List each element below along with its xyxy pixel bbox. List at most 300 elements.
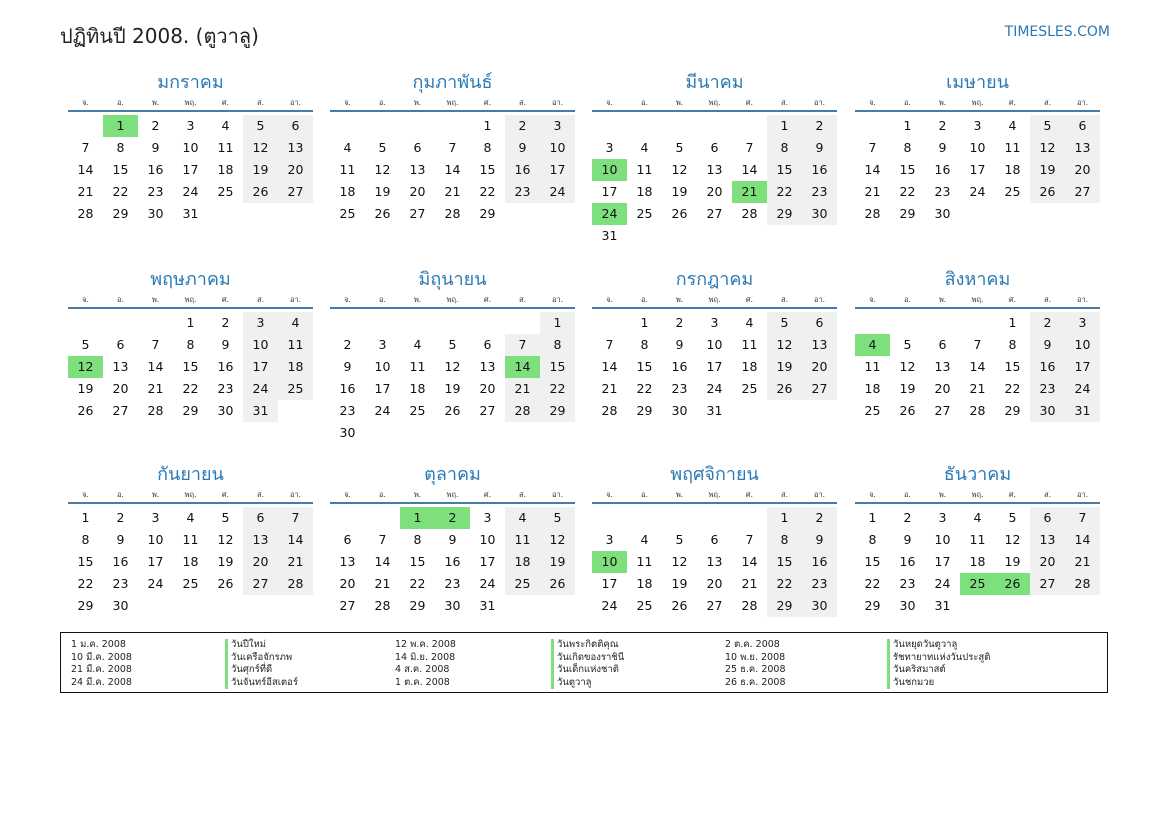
day-cell: 25 [741,381,758,396]
day-cell: 1 [767,507,802,529]
legend-date: 10 พ.ย. 2008 [725,651,786,663]
day-cell: 14 [147,359,164,374]
weekday-label: ส. [781,98,788,107]
day-cell: 18 [969,554,986,569]
day-cell: 10 [1065,334,1100,356]
weekday-label: ศ. [1008,295,1017,304]
weekday-header [592,293,837,309]
weekday-label: พ. [413,295,422,304]
day-cell: 6 [710,140,719,155]
day-cell: 14 [741,554,758,569]
day-cell: 17 [934,554,951,569]
day-cell: 30 [802,203,837,225]
legend-name-column [887,639,990,689]
empty-day-cell [505,312,540,334]
holiday-day-cell: 1 [400,507,435,529]
day-cell: 10 [540,137,575,159]
day-cell: 3 [151,510,160,525]
day-cell: 30 [899,598,916,613]
day-cell: 2 [116,510,125,525]
month-name: มีนาคม [685,72,744,93]
day-cell: 1 [1008,315,1017,330]
day-cell: 11 [969,532,986,547]
weekday-label: ศ. [1008,490,1017,499]
holiday-day-cell: 21 [732,181,767,203]
day-cell: 9 [343,359,352,374]
day-cell: 24 [479,576,496,591]
days-grid [68,312,313,422]
days-grid [855,507,1100,617]
day-cell: 17 [706,359,723,374]
days-grid [330,507,575,617]
day-cell: 15 [636,359,653,374]
days-grid [855,312,1100,422]
day-cell: 20 [339,576,356,591]
day-cell: 29 [409,598,426,613]
day-cell: 23 [671,381,688,396]
day-cell: 21 [147,381,164,396]
day-cell: 12 [444,359,461,374]
day-cell: 19 [444,381,461,396]
weekday-header [855,96,1100,112]
empty-day-cell [697,115,732,137]
day-cell: 25 [864,403,881,418]
month-calendar [855,70,1100,225]
legend-date: 10 มี.ค. 2008 [71,651,132,663]
weekday-label: อ. [904,490,911,499]
weekday-label: อ. [117,98,124,107]
day-cell: 9 [938,140,947,155]
day-cell: 15 [182,359,199,374]
empty-day-cell [697,507,732,529]
day-cell: 19 [899,381,916,396]
weekday-label: อ. [379,295,386,304]
day-cell: 14 [374,554,391,569]
month-calendar [855,267,1100,422]
day-cell: 28 [444,206,461,221]
day-cell: 23 [1030,378,1065,400]
weekday-label: อา. [1076,490,1089,499]
day-cell: 17 [479,554,496,569]
day-cell: 30 [147,206,164,221]
day-cell: 12 [671,554,688,569]
day-cell: 23 [899,576,916,591]
month-name: มกราคม [157,72,224,93]
day-cell: 14 [864,162,881,177]
day-cell: 22 [540,378,575,400]
days-grid [68,115,313,225]
empty-day-cell [662,115,697,137]
day-cell: 24 [182,184,199,199]
day-cell: 26 [243,181,278,203]
day-cell: 20 [243,551,278,573]
month-name: กันยายน [157,464,224,485]
day-cell: 23 [217,381,234,396]
day-cell: 13 [1065,137,1100,159]
day-cell: 18 [409,381,426,396]
legend-date-column [71,639,132,689]
empty-day-cell [662,507,697,529]
day-cell: 21 [374,576,391,591]
day-cell: 19 [671,184,688,199]
day-cell: 13 [278,137,313,159]
day-cell: 8 [640,337,649,352]
day-cell: 5 [675,532,684,547]
weekday-label: ส. [1044,295,1051,304]
day-cell: 6 [802,312,837,334]
day-cell: 7 [605,337,614,352]
day-cell: 20 [479,381,496,396]
weekday-header [68,96,313,112]
day-cell: 28 [147,403,164,418]
day-cell: 30 [339,425,356,440]
day-cell: 16 [444,554,461,569]
day-cell: 20 [706,184,723,199]
day-cell: 16 [802,551,837,573]
day-cell: 3 [605,140,614,155]
weekday-label: ศ. [745,98,754,107]
day-cell: 9 [221,337,230,352]
day-cell: 21 [601,381,618,396]
day-cell: 4 [1008,118,1017,133]
weekday-label: ส. [1044,98,1051,107]
day-cell: 15 [540,356,575,378]
day-cell: 1 [640,315,649,330]
legend-date: 2 ต.ค. 2008 [725,639,780,650]
day-cell: 13 [934,359,951,374]
day-cell: 19 [671,576,688,591]
day-cell: 4 [640,140,649,155]
weekday-header [330,293,575,309]
empty-day-cell [400,312,435,334]
day-cell: 13 [112,359,129,374]
day-cell: 26 [671,598,688,613]
day-cell: 25 [217,184,234,199]
day-cell: 7 [151,337,160,352]
day-cell: 6 [1065,115,1100,137]
day-cell: 6 [1030,507,1065,529]
day-cell: 30 [1030,400,1065,422]
day-cell: 22 [1004,381,1021,396]
day-cell: 5 [903,337,912,352]
day-cell: 24 [147,576,164,591]
day-cell: 9 [675,337,684,352]
empty-day-cell [925,312,960,334]
empty-day-cell [732,507,767,529]
day-cell: 29 [864,598,881,613]
day-cell: 4 [186,510,195,525]
day-cell: 16 [339,381,356,396]
day-cell: 31 [601,228,618,243]
day-cell: 19 [217,554,234,569]
day-cell: 1 [868,510,877,525]
legend-holiday-name: วันเกิดของราชินี [551,652,624,665]
day-cell: 2 [151,118,160,133]
day-cell: 25 [182,576,199,591]
holiday-legend [60,632,1108,693]
day-cell: 26 [374,206,391,221]
day-cell: 24 [540,181,575,203]
day-cell: 29 [540,400,575,422]
day-cell: 10 [182,140,199,155]
day-cell: 23 [147,184,164,199]
legend-date: 21 มี.ค. 2008 [71,664,132,675]
day-cell: 31 [1065,400,1100,422]
weekday-label: อา. [551,98,564,107]
day-cell: 17 [540,159,575,181]
weekday-header [592,488,837,504]
weekday-label: พ. [413,98,422,107]
day-cell: 24 [706,381,723,396]
month-calendar [592,267,837,422]
day-cell: 12 [767,334,802,356]
weekday-label: อา. [1076,295,1089,304]
day-cell: 24 [969,184,986,199]
weekday-label: พฤ. [184,295,197,304]
empty-day-cell [960,312,995,334]
day-cell: 22 [409,576,426,591]
day-cell: 15 [409,554,426,569]
day-cell: 5 [378,140,387,155]
day-cell: 7 [378,532,387,547]
day-cell: 4 [221,118,230,133]
weekday-label: ส. [1044,490,1051,499]
day-cell: 17 [182,162,199,177]
day-cell: 30 [934,206,951,221]
weekday-label: อา. [551,490,564,499]
day-cell: 7 [973,337,982,352]
day-cell: 13 [1030,529,1065,551]
day-cell: 13 [243,529,278,551]
weekday-label: ศ. [483,490,492,499]
day-cell: 29 [899,206,916,221]
day-cell: 13 [339,554,356,569]
weekday-label: ศ. [221,295,230,304]
day-cell: 23 [444,576,461,591]
weekday-header [330,96,575,112]
day-cell: 29 [77,598,94,613]
month-name: กุมภาพันธ์ [412,72,493,93]
day-cell: 5 [675,140,684,155]
weekday-label: พฤ. [971,490,984,499]
day-cell: 9 [116,532,125,547]
day-cell: 31 [182,206,199,221]
day-cell: 14 [77,162,94,177]
day-cell: 20 [409,184,426,199]
empty-day-cell [435,312,470,334]
legend-holiday-name: วันหยุดวันตูวาลู [887,639,990,652]
holiday-day-cell: 24 [592,203,627,225]
day-cell: 29 [636,403,653,418]
day-cell: 15 [1004,359,1021,374]
empty-day-cell [330,115,365,137]
day-cell: 13 [802,334,837,356]
weekday-label: ส. [519,295,526,304]
weekday-label: จ. [606,98,613,107]
holiday-day-cell: 25 [960,573,995,595]
day-cell: 29 [767,203,802,225]
day-cell: 18 [864,381,881,396]
day-cell: 22 [77,576,94,591]
day-cell: 1 [483,118,492,133]
legend-holiday-name: วันเครือจักรภพ [225,652,298,665]
weekday-label: อา. [289,490,302,499]
day-cell: 11 [278,334,313,356]
day-cell: 19 [1004,554,1021,569]
day-cell: 21 [741,576,758,591]
day-cell: 5 [243,115,278,137]
day-cell: 27 [339,598,356,613]
day-cell: 12 [1004,532,1021,547]
weekday-label: พ. [938,98,947,107]
day-cell: 14 [278,529,313,551]
day-cell: 22 [112,184,129,199]
weekday-label: พ. [413,490,422,499]
day-cell: 16 [899,554,916,569]
legend-holiday-name: วันคริสมาสต์ [887,664,990,677]
weekday-label: ศ. [745,295,754,304]
weekday-label: พ. [151,295,160,304]
weekday-header [68,293,313,309]
day-cell: 14 [1065,529,1100,551]
day-cell: 21 [505,378,540,400]
day-cell: 8 [1008,337,1017,352]
day-cell: 20 [278,159,313,181]
weekday-label: พฤ. [184,490,197,499]
day-cell: 21 [864,184,881,199]
weekday-label: จ. [869,490,876,499]
day-cell: 11 [636,162,653,177]
weekday-label: จ. [869,98,876,107]
day-cell: 26 [899,403,916,418]
day-cell: 20 [934,381,951,396]
day-cell: 23 [802,181,837,203]
brand-link[interactable]: TIMESLES.COM [1004,24,1110,40]
day-cell: 11 [741,337,758,352]
day-cell: 4 [973,510,982,525]
empty-day-cell [330,507,365,529]
day-cell: 26 [77,403,94,418]
day-cell: 15 [77,554,94,569]
day-cell: 5 [81,337,90,352]
day-cell: 9 [151,140,160,155]
day-cell: 9 [802,137,837,159]
day-cell: 27 [1065,181,1100,203]
day-cell: 7 [745,140,754,155]
weekday-label: พฤ. [708,490,721,499]
weekday-label: จ. [344,295,351,304]
day-cell: 2 [903,510,912,525]
day-cell: 24 [1065,378,1100,400]
day-cell: 16 [671,359,688,374]
day-cell: 18 [339,184,356,199]
day-cell: 17 [601,184,618,199]
month-name: พฤศจิกายน [670,464,759,485]
day-cell: 10 [969,140,986,155]
legend-holiday-name: วันปีใหม่ [225,639,298,652]
weekday-label: พ. [938,490,947,499]
legend-date: 14 มิ.ย. 2008 [395,651,456,663]
legend-name-column [551,639,624,689]
day-cell: 19 [243,159,278,181]
day-cell: 27 [278,181,313,203]
weekday-header [592,96,837,112]
day-cell: 29 [479,206,496,221]
day-cell: 31 [479,598,496,613]
day-cell: 13 [706,554,723,569]
day-cell: 9 [448,532,457,547]
day-cell: 20 [1030,551,1065,573]
day-cell: 25 [505,573,540,595]
day-cell: 25 [636,598,653,613]
day-cell: 28 [278,573,313,595]
day-cell: 22 [636,381,653,396]
legend-holiday-name: วันเด็กแห่งชาติ [551,664,624,677]
day-cell: 5 [767,312,802,334]
day-cell: 1 [767,115,802,137]
day-cell: 16 [802,159,837,181]
day-cell: 4 [745,315,754,330]
day-cell: 28 [77,206,94,221]
day-cell: 10 [706,337,723,352]
weekday-label: อ. [904,295,911,304]
month-calendar [592,70,837,247]
day-cell: 17 [243,356,278,378]
day-cell: 15 [899,162,916,177]
weekday-label: ศ. [221,98,230,107]
legend-date: 24 มี.ค. 2008 [71,676,132,688]
weekday-label: ส. [257,490,264,499]
day-cell: 21 [444,184,461,199]
month-calendar [855,462,1100,617]
holiday-day-cell: 12 [68,356,103,378]
legend-date: 12 พ.ค. 2008 [395,639,456,650]
day-cell: 18 [636,184,653,199]
day-cell: 19 [374,184,391,199]
day-cell: 8 [483,140,492,155]
holiday-day-cell: 10 [592,159,627,181]
weekday-label: พฤ. [446,295,459,304]
day-cell: 10 [374,359,391,374]
empty-day-cell [68,312,103,334]
day-cell: 28 [601,403,618,418]
day-cell: 22 [899,184,916,199]
weekday-label: ศ. [483,98,492,107]
weekday-header [855,488,1100,504]
weekday-label: อ. [641,98,648,107]
day-cell: 15 [767,159,802,181]
day-cell: 9 [903,532,912,547]
empty-day-cell [592,507,627,529]
day-cell: 30 [217,403,234,418]
day-cell: 23 [339,403,356,418]
day-cell: 10 [934,532,951,547]
weekday-label: ส. [257,295,264,304]
day-cell: 2 [802,115,837,137]
day-cell: 4 [413,337,422,352]
legend-holiday-name: วันพระกิตติคุณ [551,639,624,652]
day-cell: 22 [767,181,802,203]
day-cell: 15 [479,162,496,177]
day-cell: 16 [505,159,540,181]
weekday-label: อ. [904,98,911,107]
weekday-label: ส. [781,490,788,499]
day-cell: 4 [640,532,649,547]
day-cell: 15 [864,554,881,569]
day-cell: 7 [278,507,313,529]
day-cell: 8 [903,140,912,155]
day-cell: 6 [710,532,719,547]
